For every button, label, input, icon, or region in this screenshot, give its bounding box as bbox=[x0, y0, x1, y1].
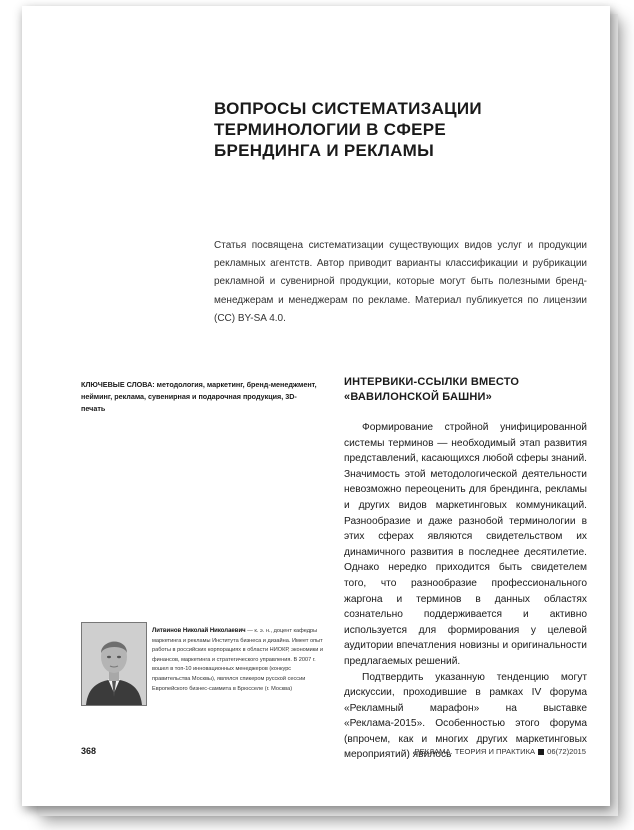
article-body bbox=[344, 420, 587, 763]
square-icon bbox=[538, 749, 544, 755]
body-paragraph: Подтвердить указанную тенденцию могут дискуссии, проходившие в рамках IV форума «Рекламный марафон» на выставке «Реклама-2015». Особенностью этого форума (впрочем, как и многих других маркетинговых мероприятий) явилось bbox=[344, 671, 587, 761]
author-photo bbox=[81, 622, 147, 706]
article-abstract: Статья посвящена систематизации существующих видов услуг и продукции рекламных агентств. Автор приводит варианты классификации и рубрикации рекламной и сувенирной продукции, которые могут быть полезными бренд-менеджерам и менеджерам по рекламе. Материал публикуется по лицензии (CC) BY-SA 4.0. bbox=[214, 240, 587, 324]
journal-name: РЕКЛАМА. ТЕОРИЯ И ПРАКТИКА bbox=[414, 747, 536, 756]
issue-number: 06(72)2015 bbox=[547, 747, 586, 756]
section-heading: ИНТЕРВИКИ-ССЫЛКИ ВМЕСТО «ВАВИЛОНСКОЙ БАШНИ» bbox=[344, 376, 520, 403]
author-bio-text: — к. э. н., доцент кафедры маркетинга и рекламы Института бизнеса и дизайна. Имеет опыт работы в российских корпорациях в области НИОКР, экономики и финансов, маркетинга и стратегического управления. В 2007 г. вошел в топ-10 инновационных менеджеров (конкурс правительства Москвы), являлся спикером русской сессии Европейского бизнес-саммита в Брюсселе (г. Москва) bbox=[152, 628, 324, 692]
page-number: 368 bbox=[81, 746, 97, 756]
article-title: ВОПРОСЫ СИСТЕМАТИЗАЦИИ ТЕРМИНОЛОГИИ В СФЕРЕ БРЕНДИНГА И РЕКЛАМЫ bbox=[214, 99, 482, 160]
keywords-text: методология, маркетинг, бренд-менеджмент, нейминг, реклама, сувенирная и подарочная продукция, 3D-печать bbox=[81, 380, 317, 413]
author-bio bbox=[152, 627, 324, 694]
keywords-label: КЛЮЧЕВЫЕ СЛОВА: bbox=[81, 380, 155, 389]
keywords-block bbox=[81, 379, 321, 414]
author-name: Литвинов Николай Николаевич bbox=[152, 628, 246, 634]
journal-footer bbox=[415, 747, 586, 756]
author-portrait-icon bbox=[82, 623, 146, 705]
body-paragraph: Формирование стройной унифицированной системы терминов — необходимый этап развития представлений, касающихся любой сферы знаний. Значимость этой методологической деятельности невозможно переоценить для брендинга, рекламы и других видов маркетинговых коммуникаций. Разнообразие и даже разнобой терминологии в этих сферах являются свидетельством их динамичного развития в последнее десятилетие. Однако нередко приходится быть свидетелем того, что разнообразие профессионального жаргона и терминов в данных областях сознательно поддерживается и активно используется для формирования у целевой аудитории впечатления новизны и оригинальности предлагаемых решений. bbox=[344, 422, 587, 667]
